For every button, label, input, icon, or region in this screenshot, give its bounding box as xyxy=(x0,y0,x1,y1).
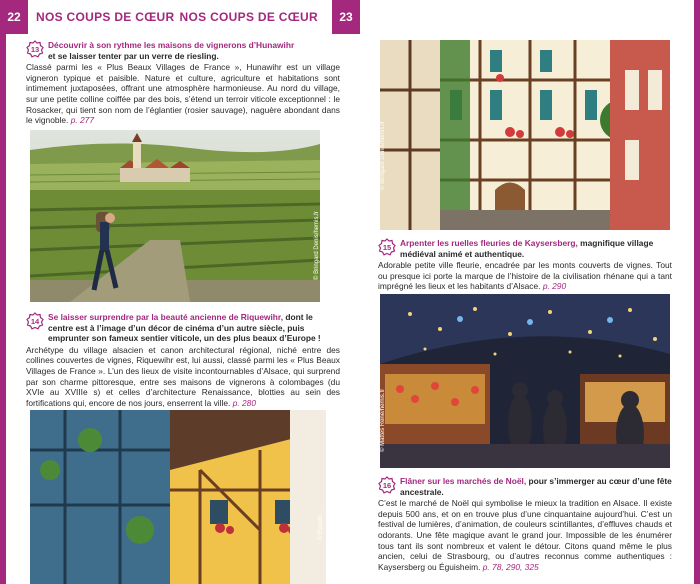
left-page xyxy=(6,0,346,584)
entry-14 xyxy=(26,312,340,408)
entry-lead-highlight: Flâner sur les marchés de Noël, xyxy=(400,476,527,486)
entry-lead-highlight: Se laisser surprendre par la beauté ancienne de Riquewihr, xyxy=(48,312,284,322)
page-number: 23 xyxy=(332,0,360,34)
photo-kaysersberg-street xyxy=(380,40,670,230)
photo-credit: © Escott/... xyxy=(318,510,324,540)
page-reference: p. 290 xyxy=(542,281,567,292)
photo-christmas-market xyxy=(380,294,670,468)
entry-body: Classé parmi les « Plus Beaux Villages de France », Hunawihr est un village vigneron typique et paisible. Nature et culture, agriculture et habitations sont intimement juxtaposées, offrant une atmosphère harmonieuse. Au nord du village, sur une petite colline coiffée par des bois, s’étend un terroir viticole exceptionnel : le Rosacker, qui tient son nom de l’églantier (rosier sauvage), naguère abondant dans le vignoble. xyxy=(26,62,340,126)
svg-text:16: 16 xyxy=(382,480,392,490)
right-edge-bar xyxy=(694,0,700,584)
page-reference: p. 78, 290, 325 xyxy=(482,561,539,572)
entry-lead: et se laisser tenter par un verre de riesling. xyxy=(48,50,219,61)
entry-16 xyxy=(378,476,672,572)
entry-lead: magnifique village médiéval animé et authentique. xyxy=(400,238,654,259)
photo-hunawihr-vineyard xyxy=(30,130,320,302)
entry-lead: dont le centre est à l’image d’un décor de cinéma d’un autre siècle, puis emprunter son fameux sentier viticole, un des plus beaux d’Europe ! xyxy=(48,312,321,344)
photo-credit: © Bringard Denis/hemis.fr xyxy=(314,211,320,280)
entry-lead-highlight: Arpenter les ruelles fleuries de Kaysersberg, xyxy=(400,238,578,248)
page-reference: p. 277 xyxy=(70,115,94,126)
number-badge-icon xyxy=(26,312,44,330)
entry-15 xyxy=(378,238,672,292)
number-badge-icon xyxy=(26,40,44,58)
entry-lead-highlight: Découvrir à son rythme les maisons de vignerons d’Hunawihr xyxy=(48,40,295,50)
number-badge-icon xyxy=(378,476,396,494)
photo-credit: © Mattes René/hemis.fr xyxy=(380,388,386,452)
entry-body: Archétype du village alsacien et canon architectural régional, niché entre des collines couvertes de vignes, Riquewihr est, lui aussi, classé parmi les « Plus Beaux Villages de France ». L’un des lieux de visite incontournables d’Alsace, qui surprend par son charme pittoresque, entre ses maisons de vignerons à colombages (du XVIe au XVIIIe s) et celles d’architecture Renaissance, blotties au sein des fortifications qui, encore de nos jours, enserrent la ville. xyxy=(26,344,340,408)
entry-lead: pour s’immerger au cœur d’une fête ancestrale. xyxy=(400,476,672,497)
page-number: 22 xyxy=(0,0,28,34)
entry-body: Adorable petite ville fleurie, encadrée par les monts couverts de vignes. Tout ou presque ici porte la marque de l’histoire de la civilisation rhénane qui a tant imprégné les lieux et les habitants d’Alsace. xyxy=(378,260,672,292)
photo-riquewihr-houses xyxy=(30,410,326,584)
svg-text:14: 14 xyxy=(30,316,40,326)
svg-text:13: 13 xyxy=(30,44,40,54)
photo-credit: © Bringard Denis/hemis.fr xyxy=(380,121,386,190)
page-reference: p. 280 xyxy=(232,397,256,408)
section-title: NOS COUPS DE CŒUR xyxy=(36,10,175,24)
svg-text:15: 15 xyxy=(382,242,392,252)
entry-13 xyxy=(26,40,340,126)
entry-body: C’est le marché de Noël qui symbolise le mieux la tradition en Alsace. Il existe depuis 500 ans, et on en trouve plus d’une cinquantaine aujourd’hui. C’est un festival de lumières, d’animation, de couleurs scintillantes, d’effluves chauds et odorants. Une fête magique avant le grand jour. Impossible de les énumérer tous tant ils sont nombreux et valent le détour. Citons quand même le plus ancien, celui de Strasbourg, ou d’autres reconnus comme authentiques : Kaysersberg ou Éguisheim. xyxy=(378,498,672,572)
number-badge-icon xyxy=(378,238,396,256)
section-title: NOS COUPS DE CŒUR xyxy=(179,10,318,24)
